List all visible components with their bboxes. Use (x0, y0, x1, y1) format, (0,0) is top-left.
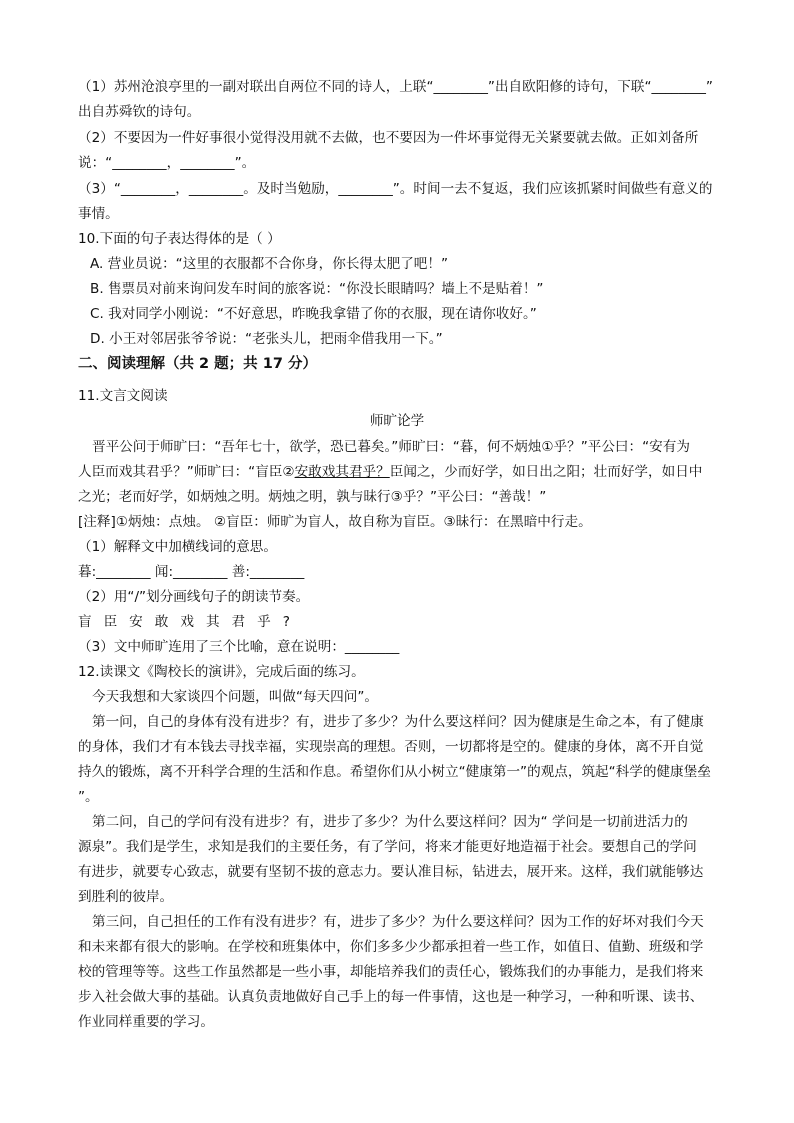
option-b: B. 售票员对前来询问发车时间的旅客说：“你没长眼睛吗？墙上不是贴着！” (90, 281, 544, 297)
question-11-1: （1）解释文中加横线词的意思。 (78, 539, 277, 555)
question-11-2: （2）用“/”划分画线句子的朗读节奏。 (78, 589, 310, 605)
speech-p2-line1: 第二问，自己的学问有没有进步？有，进步了多少？为什么要这样问？因为“ 学问是一切前进活力的 (92, 814, 688, 830)
speech-p1-line3: 持久的锻炼，离不开科学合理的生活和作息。希望你们从小树立“健康第一”的观点，筑起“科学的健康堡垒 (78, 764, 711, 780)
rhythm-sentence: 盲臣安敢戏其君乎? (78, 614, 302, 630)
question-9-2-cont: 说：“________，________”。 (78, 155, 256, 171)
question-11-3: （3）文中师旷连用了三个比喻，意在说明：________ (78, 639, 400, 655)
option-a: A. 营业员说：“这里的衣服都不合你身，你长得太肥了吧！” (90, 256, 449, 272)
question-9-3-cont: 事情。 (78, 206, 119, 222)
speech-intro: 今天我想和大家谈四个问题，叫做“每天四问”。 (92, 689, 378, 705)
classical-text-line-1: 晋平公问于师旷曰：“吾年七十，欲学，恐已暮矣。”师旷曰：“暮，何不炳烛①乎？”平公曰：“安有为 (92, 439, 690, 455)
section-heading-reading: 二、阅读理解（共 2 题；共 17 分） (78, 356, 317, 372)
underlined-sentence: 安敢戏其君乎？ (294, 464, 390, 480)
question-12: 12.读课文《陶校长的演讲》，完成后面的练习。 (78, 664, 365, 680)
speech-p2-line2: 源泉”。我们是学生，求知是我们的主要任务，有了学问，将来才能更好地造福于社会。要想自己的学问 (78, 839, 697, 855)
speech-p1-line2: 的身体，我们才有本钱去寻找幸福，实现崇高的理想。否则，一切都将是空的。健康的身体，离不开自觉 (78, 739, 704, 755)
speech-p2-line4: 到胜利的彼岸。 (78, 889, 174, 905)
option-c: C. 我对同学小刚说：“不好意思，昨晚我拿错了你的衣服，现在请你收好。” (90, 306, 537, 322)
speech-p3-line4: 步入社会做大事的基础。认真负责地做好自己手上的每一件事情，这也是一种学习，一种和听课、读书、 (78, 989, 704, 1005)
speech-p3-line1: 第三问，自己担任的工作有没有进步？有，进步了多少？为什么要这样问？因为工作的好坏对我们今天 (92, 914, 704, 930)
word-blanks: 暮:________ 闻:________ 善:________ (78, 564, 305, 580)
text-segment: 臣闻之，少而好学，如日出之阳；壮而好学，如日中 (389, 464, 703, 480)
question-9-3: （3）“________，________。及时当勉励，________”。时间一去不复返，我们应该抓紧时间做些有意义的 (78, 181, 713, 197)
speech-p1-line4: ”。 (78, 789, 99, 805)
question-11: 11.文言文阅读 (78, 388, 168, 404)
classical-text-line-3: 之光；老而好学，如炳烛之明。炳烛之明，孰与昧行③乎？”平公曰：“善哉！” (78, 489, 547, 505)
classical-text-line-2 (78, 462, 724, 482)
question-9-2: （2）不要因为一件好事很小觉得没用就不去做，也不要因为一件坏事觉得无关紧要就去做。正如刘备所 (78, 130, 699, 146)
question-9-1-cont: 出自苏舜钦的诗句。 (78, 104, 201, 120)
text-segment: 人臣而戏其君乎？”师旷曰：“盲臣② (78, 464, 295, 480)
passage-title: 师旷论学 (369, 413, 425, 429)
speech-p2-line3: 有进步，就要专心致志，就要有坚韧不拔的意志力。要认准目标，钻进去，展开来。这样，我们就能够达 (78, 864, 704, 880)
option-d: D. 小王对邻居张爷爷说：“老张头儿，把雨伞借我用一下。” (90, 331, 443, 347)
question-9-1: （1）苏州沧浪亭里的一副对联出自两位不同的诗人，上联“________”出自欧阳修的诗句，下联“________” (78, 79, 713, 95)
speech-p3-line3: 校的管理等等。这些工作虽然都是一些小事，却能培养我们的责任心，锻炼我们的办事能力，是我们将来 (78, 964, 704, 980)
annotation: [注释]①炳烛：点烛。 ②盲臣：师旷为盲人，故自称为盲臣。③昧行：在黑暗中行走。 (78, 514, 592, 530)
speech-p3-line2: 和未来都有很大的影响。在学校和班集体中，你们多多少少都承担着一些工作，如值日、值勤、班级和学 (78, 939, 704, 955)
speech-p3-line5: 作业同样重要的学习。 (78, 1014, 214, 1030)
speech-p1-line1: 第一问，自己的身体有没有进步？有，进步了多少？为什么要这样问？因为健康是生命之本，有了健康 (92, 714, 704, 730)
question-10: 10.下面的句子表达得体的是（ ） (78, 231, 281, 247)
